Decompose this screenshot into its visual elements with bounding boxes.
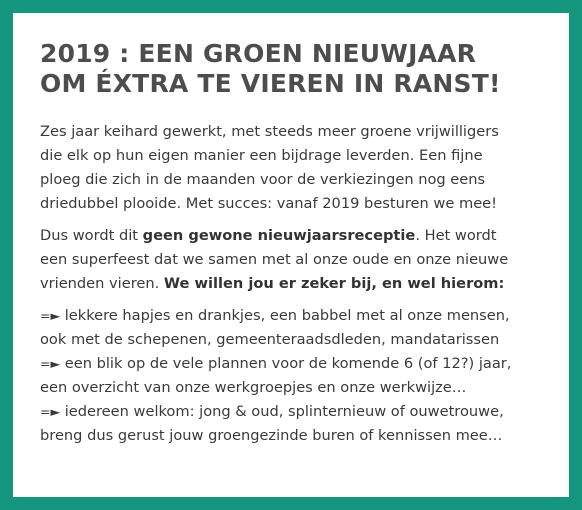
arrow-icon: =► [40,404,61,419]
intro-line-2: die elk op hun eigen manier een bijdrage leverden. Een fijne [40,147,483,164]
list-item-plans-text: een blik op de vele plannen voor de komende 6 (of 12?) jaar, [60,355,512,372]
intro-paragraph [40,120,540,216]
intro-line-1: Zes jaar keihard gewerkt, met steeds meer groene vrijwilligers [40,123,499,140]
invitation-line-1 [40,224,540,248]
list-item-welcome [40,400,540,424]
title-line-1: 2019 : EEN GROEN NIEUWJAAR [40,39,477,68]
invitation-line-2: een superfeest dat we samen met al onze oude en onze nieuwe [40,251,509,268]
highlight-we-want-you: We willen jou er zeker bij, en wel hierom: [163,275,505,292]
intro-line-3: ploeg die zich in de maanden voor de verkiezingen nog eens [40,171,486,188]
list-item-plans-continued: een overzicht van onze werkgroepjes en onze werkwijze… [40,379,467,396]
page-title [40,39,540,99]
body-text [40,120,540,448]
list-item-snacks-text: lekkere hapjes en drankjes, een babbel met al onze mensen, [60,307,510,324]
intro-line-4: driedubbel plooide. Met succes: vanaf 2019 besturen we mee! [40,195,497,212]
invitation-line-1-end: . Het wordt [415,227,497,244]
list-item-welcome-text: iedereen welkom: jong & oud, splinternieuw of ouwetrouwe, [60,403,504,420]
invitation-line-3-start: vrienden vieren. [40,275,164,292]
announcement-content [40,39,540,456]
title-line-2: OM ÉXTRA TE VIEREN IN RANST! [40,69,501,98]
list-item-welcome-continued: breng dus gerust jouw groengezinde buren of kennissen mee… [40,427,503,444]
highlight-reception: geen gewone nieuwjaarsreceptie [142,227,416,244]
list-item-snacks-continued: ook met de schepenen, gemeenteraadsdleden, mandatarissen [40,331,500,348]
arrow-icon: =► [40,356,61,371]
reasons-list [40,304,540,448]
invitation-paragraph [40,224,540,296]
list-item-snacks [40,304,540,328]
invitation-line-1-start: Dus wordt dit [40,227,143,244]
invitation-line-3 [40,272,540,296]
arrow-icon: =► [40,308,61,323]
list-item-plans [40,352,540,376]
